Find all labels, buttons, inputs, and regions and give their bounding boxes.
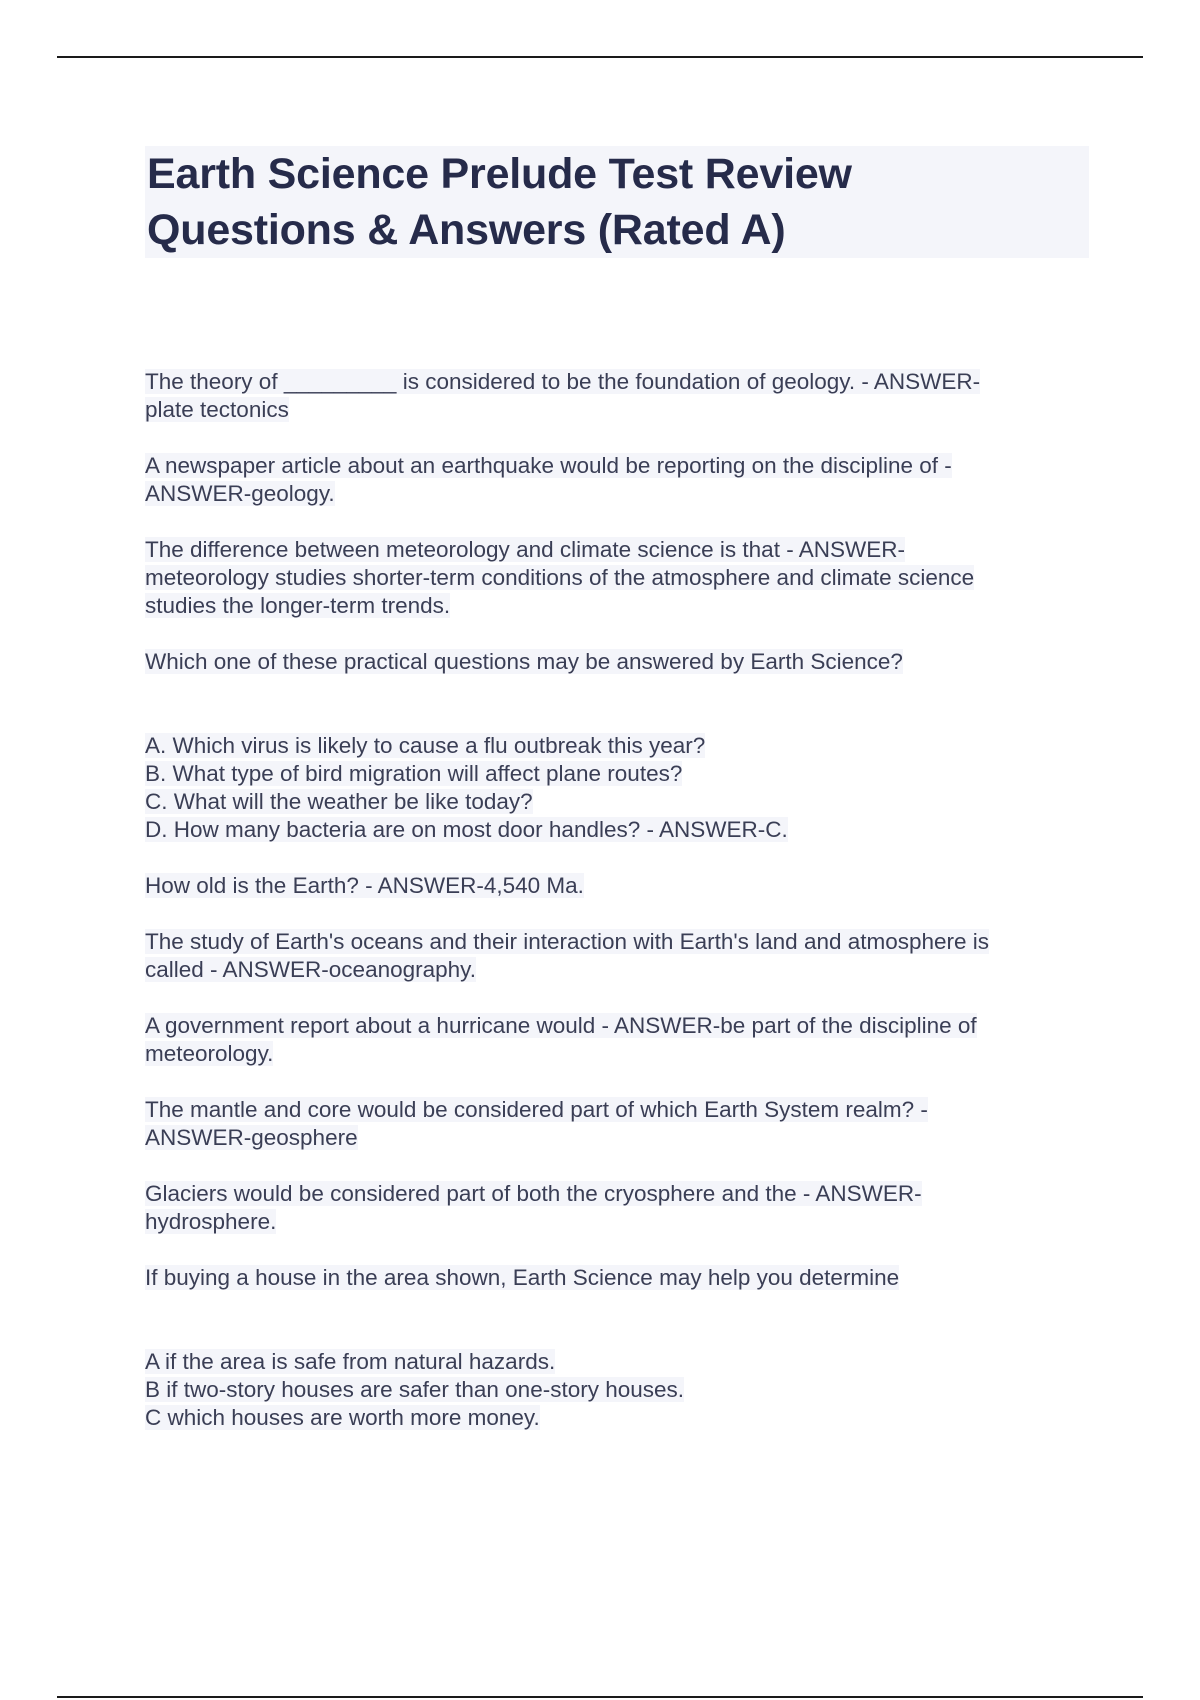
qa-line: The difference between meteorology and climate science is that - ANSWER-	[145, 537, 905, 562]
qa-item	[145, 368, 1085, 424]
qa-item	[145, 452, 1085, 508]
title-block	[145, 146, 1089, 258]
qa-option: B if two-story houses are safer than one-story houses.	[145, 1377, 685, 1402]
qa-line: The study of Earth's oceans and their interaction with Earth's land and atmosphere is	[145, 929, 990, 954]
top-rule	[57, 56, 1143, 58]
qa-line: hydrosphere.	[145, 1209, 277, 1234]
qa-line: ANSWER-geosphere	[145, 1125, 358, 1150]
qa-line: ANSWER-geology.	[145, 481, 335, 506]
qa-line: A government report about a hurricane would - ANSWER-be part of the discipline of	[145, 1013, 977, 1038]
qa-line: Which one of these practical questions may be answered by Earth Science?	[145, 649, 903, 674]
qa-options	[145, 732, 1085, 844]
qa-line: meteorology.	[145, 1041, 274, 1066]
qa-line: A newspaper article about an earthquake would be reporting on the discipline of -	[145, 453, 952, 478]
title-line-1: Earth Science Prelude Test Review	[147, 150, 852, 198]
document-title	[145, 146, 1089, 258]
qa-item	[145, 872, 1085, 900]
qa-line: The theory of _________ is considered to be the foundation of geology. - ANSWER-	[145, 369, 981, 394]
qa-item	[145, 1012, 1085, 1068]
qa-option: C which houses are worth more money.	[145, 1405, 540, 1430]
qa-option: C. What will the weather be like today?	[145, 789, 533, 814]
qa-line: meteorology studies shorter-term conditions of the atmosphere and climate science	[145, 565, 975, 590]
qa-line: Glaciers would be considered part of both the cryosphere and the - ANSWER-	[145, 1181, 922, 1206]
qa-line: How old is the Earth? - ANSWER-4,540 Ma.	[145, 873, 584, 898]
qa-item	[145, 928, 1085, 984]
qa-option: B. What type of bird migration will affect plane routes?	[145, 761, 683, 786]
qa-item	[145, 536, 1085, 620]
qa-content	[145, 368, 1085, 1460]
qa-item	[145, 1096, 1085, 1152]
qa-options	[145, 1348, 1085, 1432]
qa-line: If buying a house in the area shown, Earth Science may help you determine	[145, 1265, 900, 1290]
qa-option: A. Which virus is likely to cause a flu outbreak this year?	[145, 733, 706, 758]
qa-line: The mantle and core would be considered part of which Earth System realm? -	[145, 1097, 928, 1122]
qa-line: called - ANSWER-oceanography.	[145, 957, 476, 982]
qa-item	[145, 1264, 1085, 1292]
qa-option: A if the area is safe from natural hazards.	[145, 1349, 556, 1374]
qa-item	[145, 1180, 1085, 1236]
title-line-2: Questions & Answers (Rated A)	[147, 206, 786, 254]
qa-item	[145, 648, 1085, 676]
qa-line: studies the longer-term trends.	[145, 593, 451, 618]
qa-option: D. How many bacteria are on most door handles? - ANSWER-C.	[145, 817, 788, 842]
bottom-rule	[57, 1696, 1143, 1698]
qa-line: plate tectonics	[145, 397, 289, 422]
